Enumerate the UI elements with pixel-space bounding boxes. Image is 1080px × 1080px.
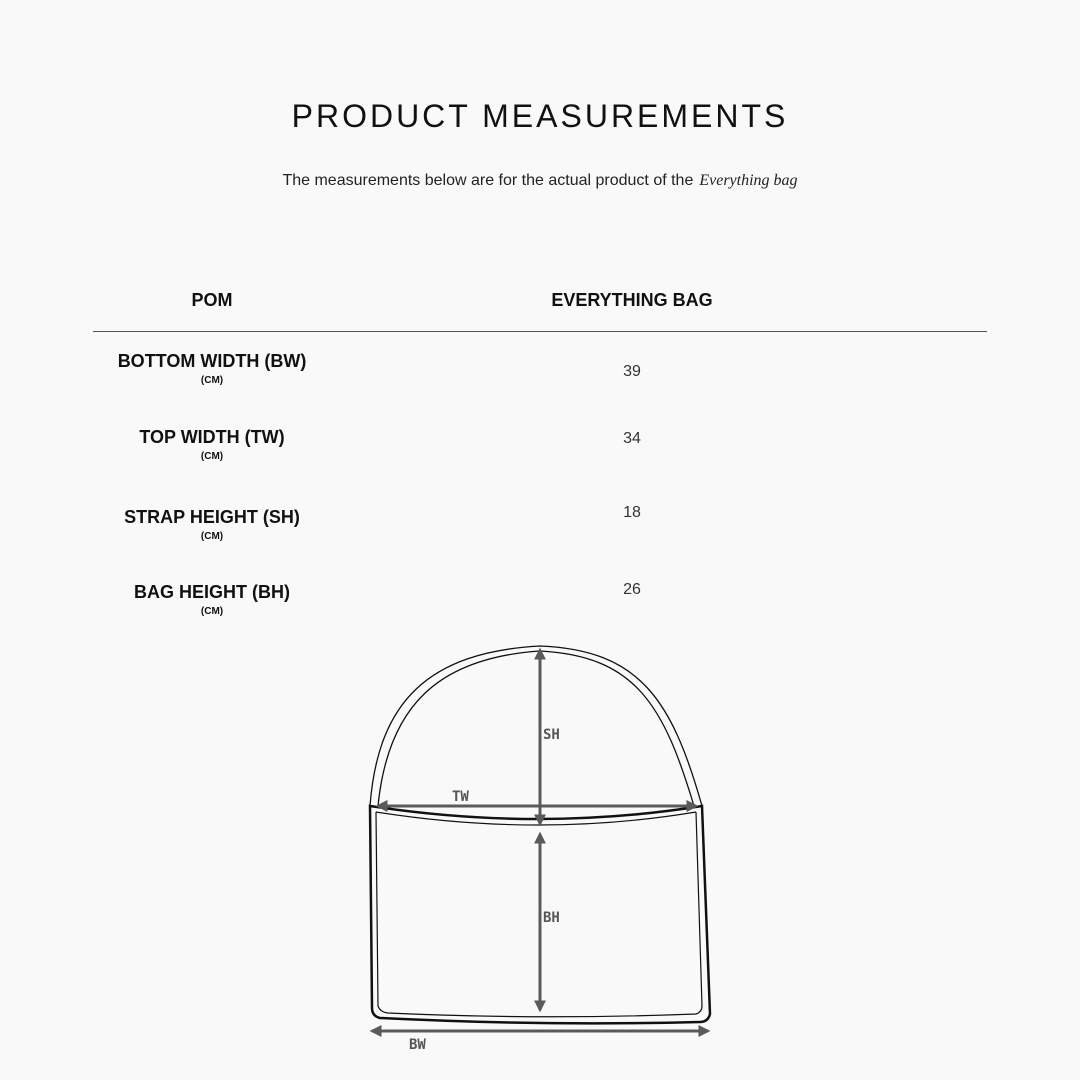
strap-outline xyxy=(370,646,702,806)
column-header-everything-bag: EVERYTHING BAG xyxy=(551,290,713,310)
measurement-unit: (CM) xyxy=(200,375,224,386)
tw-label: TW xyxy=(452,789,469,805)
value-bag-height: 26 xyxy=(623,581,641,598)
sh-label: SH xyxy=(543,727,560,743)
strap-inner-outline xyxy=(378,651,694,806)
bw-label: BW xyxy=(409,1037,426,1053)
value-top-width: 34 xyxy=(623,430,641,447)
measurement-name: STRAP HEIGHT (SH) xyxy=(124,507,300,527)
value-strap-height: 18 xyxy=(623,504,641,521)
measurement-unit: (CM) xyxy=(200,451,224,462)
measurement-unit: (CM) xyxy=(200,606,224,617)
measurement-name: TOP WIDTH (TW) xyxy=(139,427,285,447)
value-bottom-width: 39 xyxy=(623,363,641,380)
measurement-name: BAG HEIGHT (BH) xyxy=(134,582,290,602)
measurement-name: BOTTOM WIDTH (BW) xyxy=(117,351,307,371)
bh-label: BH xyxy=(543,910,560,926)
column-header-pom: POM xyxy=(191,290,233,310)
measurement-unit: (CM) xyxy=(200,531,224,542)
page-title: PRODUCT MEASUREMENTS xyxy=(291,98,789,134)
subtitle-text: The measurements below are for the actual product of the xyxy=(282,172,694,189)
subtitle-product-name: Everything bag xyxy=(699,172,798,189)
